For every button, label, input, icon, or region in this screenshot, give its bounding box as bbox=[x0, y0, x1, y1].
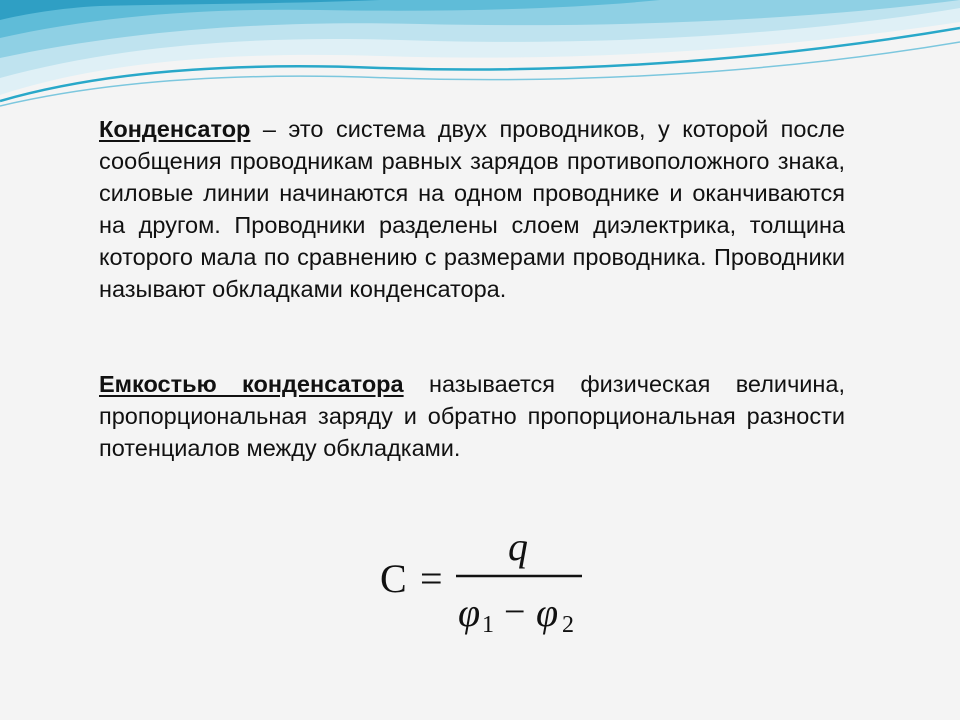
formula-subscript-1: 1 bbox=[482, 612, 494, 638]
definition-capacitor-text: – это система двух проводников, у которой после сообщения проводникам равных зарядов противоположного знака, силовые линии начинаются на одном проводнике и оканчиваются на другом. Проводники разделены слоем диэлектрика, толщина которого мала по сравнению с размерами проводника. Проводники называют обкладками конденсатора. bbox=[99, 116, 845, 302]
capacitance-formula bbox=[370, 520, 600, 650]
formula-minus: − bbox=[504, 591, 526, 633]
formula-phi-1: φ bbox=[458, 590, 481, 635]
formula-numerator: q bbox=[508, 524, 528, 569]
term-capacitor: Конденсатор bbox=[99, 116, 251, 142]
formula-lhs: C bbox=[380, 556, 407, 601]
header-wave-decoration bbox=[0, 0, 960, 110]
formula-equals: = bbox=[420, 556, 443, 601]
definition-capacitance-text: называется физическая величина, пропорциональная заряду и обратно пропорциональная разности потенциалов между обкладками. bbox=[99, 371, 846, 461]
term-capacitance: Емкостью конденсатора bbox=[99, 371, 404, 397]
formula-subscript-2: 2 bbox=[562, 612, 574, 638]
definition-capacitance-paragraph bbox=[99, 368, 845, 464]
formula-phi-2: φ bbox=[536, 590, 559, 635]
definition-capacitor-paragraph bbox=[99, 113, 845, 305]
